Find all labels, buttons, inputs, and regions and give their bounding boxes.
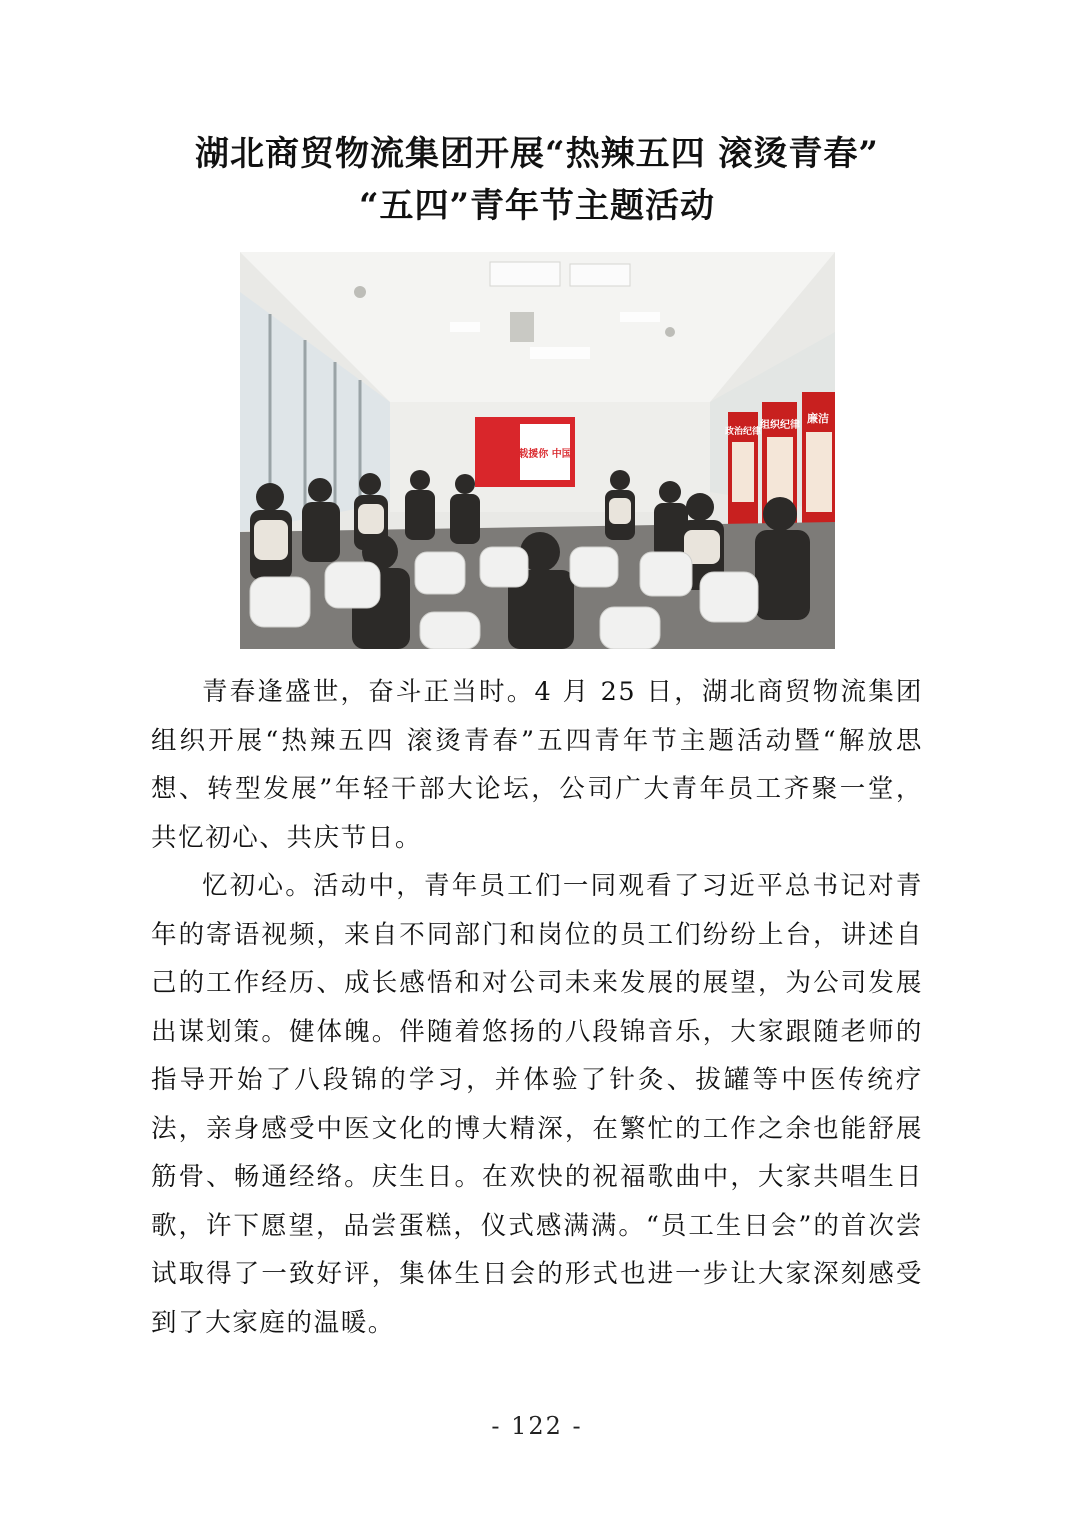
board-text-1: 政治纪律 <box>724 427 762 437</box>
article-body <box>151 668 923 1347</box>
board-text-3: 廉洁 <box>807 412 829 425</box>
paragraph-1: 青春逢盛世，奋斗正当时。4 月 25 日，湖北商贸物流集团组织开展“热辣五四 滚烫青春”五四青年节主题活动暨“解放思想、转型发展”年轻干部大论坛，公司广大青年员工齐聚一堂，共忆初心、共庆节日。 <box>151 677 923 853</box>
event-photo <box>240 252 835 649</box>
article-title-line-1: 湖北商贸物流集团开展“热辣五四 滚烫青春” <box>195 134 879 174</box>
page-number: - 122 - <box>491 1412 583 1440</box>
board-text-2: 组织纪律 <box>760 420 800 431</box>
article-title-line-2: “五四”青年节主题活动 <box>358 186 716 226</box>
paragraph-2: 忆初心。活动中，青年员工们一同观看了习近平总书记对青年的寄语视频，来自不同部门和岗位的员工们纷纷上台，讲述自己的工作经历、成长感悟和对公司未来发展的展望，为公司发展出谋划策。健体魄。伴随着悠扬的八段锦音乐，大家跟随老师的指导开始了八段锦的学习，并体验了针灸、拔罐等中医传统疗法，亲身感受中医文化的博大精深，在繁忙的工作之余也能舒展筋骨、畅通经络。庆生日。在欢快的祝福歌曲中，大家共唱生日歌，许下愿望，品尝蛋糕，仪式感满满。“员工生日会”的首次尝试取得了一致好评，集体生日会的形式也进一步让大家深刻感受到了大家庭的温暖。 <box>151 871 923 1338</box>
article-title <box>0 128 1074 232</box>
screen-text: 载援你 中国 <box>518 449 572 460</box>
